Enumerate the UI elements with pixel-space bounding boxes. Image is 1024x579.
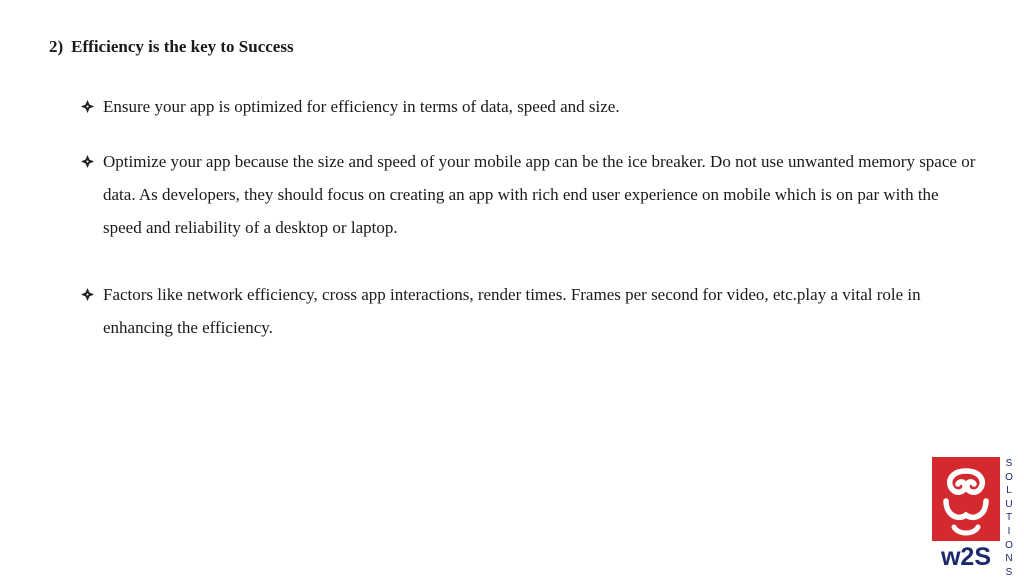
logo-letter: O [1005,539,1013,551]
bullet-item [78,90,978,123]
bullet-text: Ensure your app is optimized for efficiency in terms of data, speed and size. [103,97,620,116]
logo-letter: S [1005,458,1013,469]
logo-mark [932,457,1000,569]
logo-letter: I [1007,525,1011,537]
company-logo [932,457,1018,578]
logo-letter: L [1006,485,1012,497]
logo-wordmark: w2S [940,543,992,569]
logo-letter: T [1005,512,1013,524]
logo-letter: O [1005,471,1013,483]
bullet-text: Factors like network efficiency, cross app interactions, render times. Frames per second for video, etc.play a vital role in enhancing the efficiency. [103,285,921,337]
diamond-bullet-icon [78,90,96,123]
heading-text: Efficiency is the key to Success [71,37,294,56]
bullet-text: Optimize your app because the size and speed of your mobile app can be the ice breaker. Do not use unwanted memory space or data. As developers, they should focus on creating an app with rich end user experience on mobile which is on par with the speed and reliability of a desktop or laptop. [103,152,976,237]
logo-letter: U [1005,498,1013,510]
logo-side-text [1002,457,1016,578]
logo-letter: S [1005,566,1013,578]
bullet-list [78,90,978,344]
logo-letter: N [1005,553,1013,565]
diamond-bullet-icon [78,278,96,311]
heading-number: 2) [49,37,64,56]
bullet-item [78,278,978,344]
diamond-bullet-icon [78,145,96,178]
slide-heading [49,37,294,57]
bullet-item [78,145,978,244]
